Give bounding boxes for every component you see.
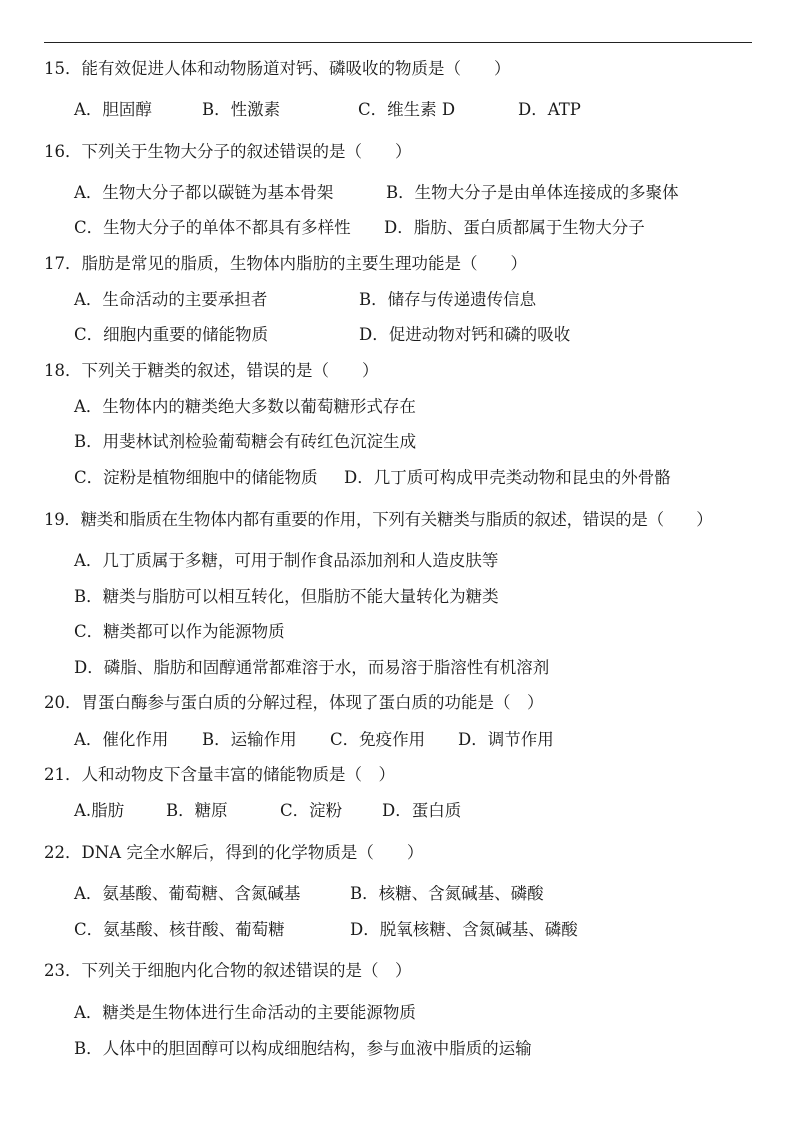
option-b: B．人体中的胆固醇可以构成细胞结构，参与血液中脂质的运输	[74, 1039, 532, 1058]
option-a: A．生命活动的主要承担者	[74, 290, 268, 309]
question-number: 16．	[44, 142, 82, 161]
question-23	[44, 960, 412, 982]
option-d: D．磷脂、脂肪和固醇通常都难溶于水，而易溶于脂溶性有机溶剂	[74, 658, 550, 677]
question-17	[44, 253, 527, 275]
question-number: 17．	[44, 254, 82, 273]
options-row	[74, 729, 774, 751]
question-stem: 胃蛋白酶参与蛋白质的分解过程，体现了蛋白质的功能是（ ）	[81, 693, 544, 712]
option-d: D．脂肪、蛋白质都属于生物大分子	[384, 218, 645, 237]
options-row	[74, 919, 774, 941]
question-stem: 下列关于糖类的叙述，错误的是（ ）	[81, 361, 379, 380]
options-row	[74, 883, 774, 905]
question-22	[44, 842, 423, 864]
option-b: B．核糖、含氮碱基、磷酸	[350, 884, 544, 903]
question-number: 22．	[44, 843, 82, 862]
option-d: D．蛋白质	[382, 801, 462, 820]
option-c: C．细胞内重要的储能物质	[74, 325, 269, 344]
option-a: A．生物大分子都以碳链为基本骨架	[74, 183, 334, 202]
option-a: A．催化作用	[74, 730, 169, 749]
option-a: A．氨基酸、葡萄糖、含氮碱基	[74, 884, 301, 903]
question-18	[44, 360, 379, 382]
question-20	[44, 692, 544, 714]
option-d: D．调节作用	[458, 730, 554, 749]
option-c: C．淀粉	[280, 801, 343, 820]
option-a: A.脂肪	[74, 801, 125, 820]
option-d: D．促进动物对钙和磷的吸收	[359, 325, 571, 344]
question-19	[44, 509, 712, 531]
options-row	[74, 217, 774, 239]
question-stem: 脂肪是常见的脂质，生物体内脂肪的主要生理功能是（ ）	[81, 254, 527, 273]
question-number: 19．	[44, 510, 81, 529]
option-c: C．氨基酸、核苷酸、葡萄糖	[74, 920, 285, 939]
option-d: D．几丁质可构成甲壳类动物和昆虫的外骨骼	[344, 468, 671, 487]
options-row	[74, 324, 774, 346]
option-c: C．生物大分子的单体不都具有多样性	[74, 218, 351, 237]
question-number: 23．	[44, 961, 82, 980]
option-b: B．运输作用	[202, 730, 297, 749]
question-stem: 下列关于生物大分子的叙述错误的是（ ）	[81, 142, 412, 161]
option-a: A．生物体内的糖类绝大多数以葡萄糖形式存在	[74, 397, 416, 416]
option-b: B．糖原	[166, 801, 228, 820]
question-number: 18．	[44, 361, 82, 380]
options-row	[74, 800, 774, 822]
question-16	[44, 141, 412, 163]
option-a: A．糖类是生物体进行生命活动的主要能源物质	[74, 1003, 416, 1022]
question-21	[44, 764, 395, 786]
question-15	[44, 58, 511, 80]
option-b: B．储存与传递遗传信息	[359, 290, 537, 309]
option-d: D．ATP	[518, 100, 581, 119]
question-number: 15．	[44, 59, 82, 78]
option-c: C．淀粉是植物细胞中的储能物质	[74, 468, 318, 487]
question-stem: 能有效促进人体和动物肠道对钙、磷吸收的物质是（ ）	[81, 59, 511, 78]
option-d: D．脱氧核糖、含氮碱基、磷酸	[350, 920, 578, 939]
options-row	[74, 289, 774, 311]
question-number: 20．	[44, 693, 82, 712]
option-b: B．糖类与脂肪可以相互转化，但脂肪不能大量转化为糖类	[74, 587, 499, 606]
question-stem: 人和动物皮下含量丰富的储能物质是（ ）	[81, 765, 395, 784]
option-c: C．维生素 D	[358, 100, 456, 119]
options-row	[74, 182, 774, 204]
option-a: A．几丁质属于多糖，可用于制作食品添加剂和人造皮肤等	[74, 551, 499, 570]
question-stem: DNA 完全水解后，得到的化学物质是（ ）	[81, 843, 424, 862]
option-b: B．用斐林试剂检验葡萄糖会有砖红色沉淀生成	[74, 432, 417, 451]
options-row	[74, 99, 774, 121]
question-stem: 下列关于细胞内化合物的叙述错误的是（ ）	[81, 961, 412, 980]
option-c: C．免疫作用	[330, 730, 426, 749]
header-rule	[44, 42, 752, 43]
option-a: A．胆固醇	[74, 100, 152, 119]
question-stem: 糖类和脂质在生物体内都有重要的作用，下列有关糖类与脂质的叙述，错误的是（ ）	[80, 510, 713, 529]
question-number: 21．	[44, 765, 82, 784]
options-row	[74, 467, 774, 489]
option-c: C．糖类都可以作为能源物质	[74, 622, 285, 641]
option-b: B．性激素	[202, 100, 281, 119]
option-b: B．生物大分子是由单体连接成的多聚体	[386, 183, 679, 202]
